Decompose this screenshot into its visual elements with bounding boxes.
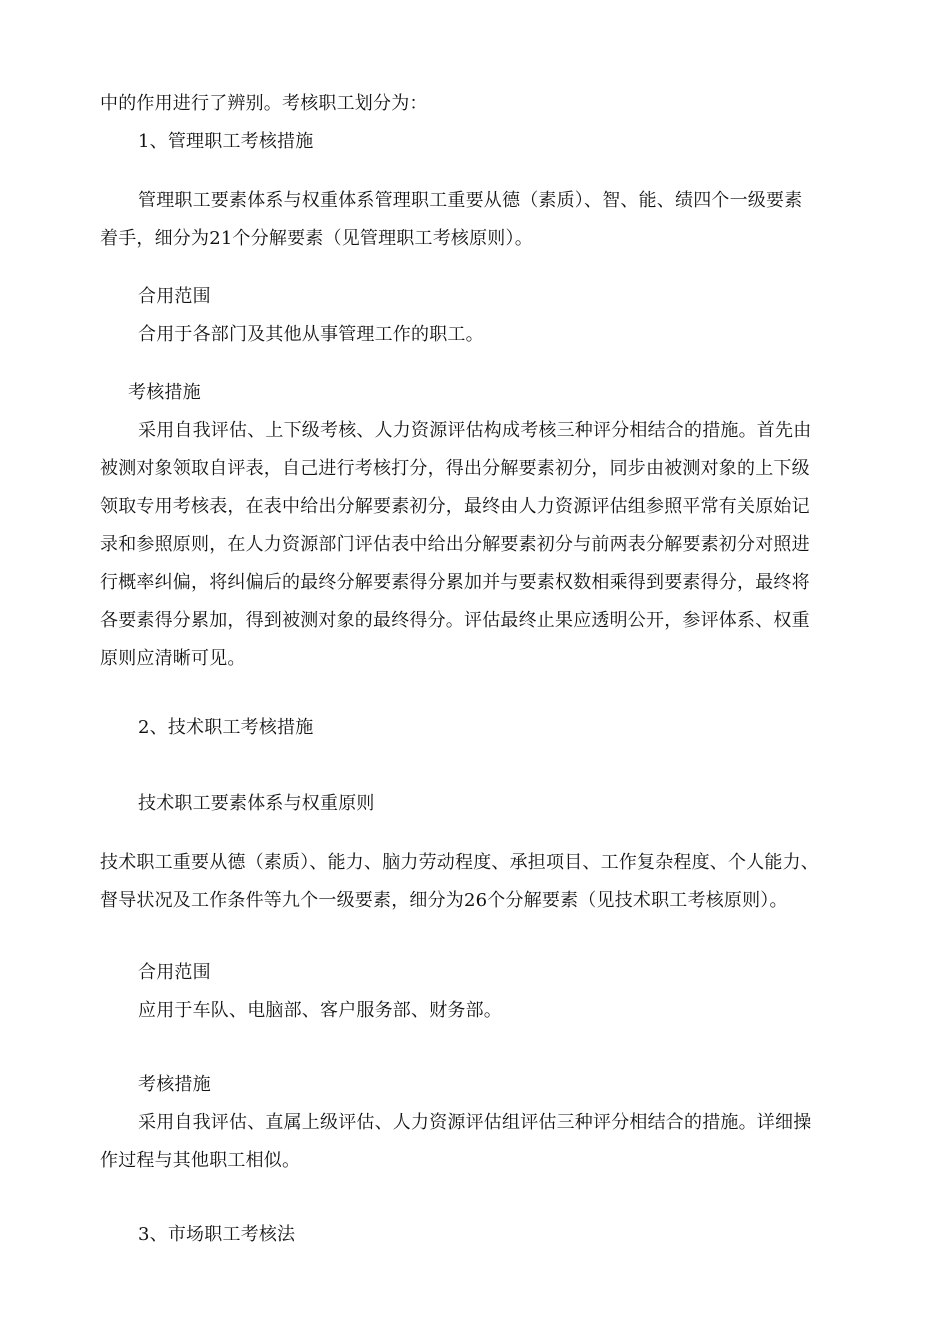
text-line: 采用自我评估、直属上级评估、人力资源评估组评估三种评分相结合的措施。详细操 [138, 1112, 812, 1133]
text-line: 作过程与其他职工相似。 [100, 1150, 301, 1171]
text-line: 技术职工重要从德（素质）、能力、脑力劳动程度、承担项目、工作复杂程度、个人能力、 [100, 852, 819, 873]
subheading: 技术职工要素体系与权重原则 [138, 793, 375, 814]
text-line: 采用自我评估、上下级考核、人力资源评估构成考核三种评分相结合的措施。首先由 [138, 420, 812, 441]
text-line: 督导状况及工作条件等九个一级要素，细分为26个分解要素（见技术职工考核原则）。 [100, 890, 788, 911]
subheading: 考核措施 [128, 382, 201, 403]
subheading: 考核措施 [138, 1074, 211, 1095]
section-heading: 2、技术职工考核措施 [138, 717, 314, 738]
section-heading: 1、管理职工考核措施 [138, 131, 314, 152]
text-line: 各要素得分累加，得到被测对象的最终得分。评估最终止果应透明公开，参评体系、权重 [100, 610, 810, 631]
text-line: 领取专用考核表，在表中给出分解要素初分，最终由人力资源评估组参照平常有关原始记 [100, 496, 810, 517]
text-line: 原则应清晰可见。 [100, 648, 246, 669]
text-line: 应用于车队、电脑部、客户服务部、财务部。 [138, 1000, 502, 1021]
text-line: 合用于各部门及其他从事管理工作的职工。 [138, 324, 484, 345]
text-line: 被测对象领取自评表，自己进行考核打分，得出分解要素初分，同步由被测对象的上下级 [100, 458, 810, 479]
text-line: 管理职工要素体系与权重体系管理职工重要从德（素质）、智、能、绩四个一级要素 [138, 190, 803, 211]
text-line: 行概率纠偏，将纠偏后的最终分解要素得分累加并与要素权数相乘得到要素得分，最终将 [100, 572, 810, 593]
subheading: 合用范围 [138, 286, 211, 307]
text-line: 录和参照原则，在人力资源部门评估表中给出分解要素初分与前两表分解要素初分对照进 [100, 534, 810, 555]
text-line: 中的作用进行了辨别。考核职工划分为： [100, 93, 428, 114]
subheading: 合用范围 [138, 962, 211, 983]
section-heading: 3、市场职工考核法 [138, 1224, 296, 1245]
text-line: 着手，细分为21个分解要素（见管理职工考核原则）。 [100, 228, 533, 249]
